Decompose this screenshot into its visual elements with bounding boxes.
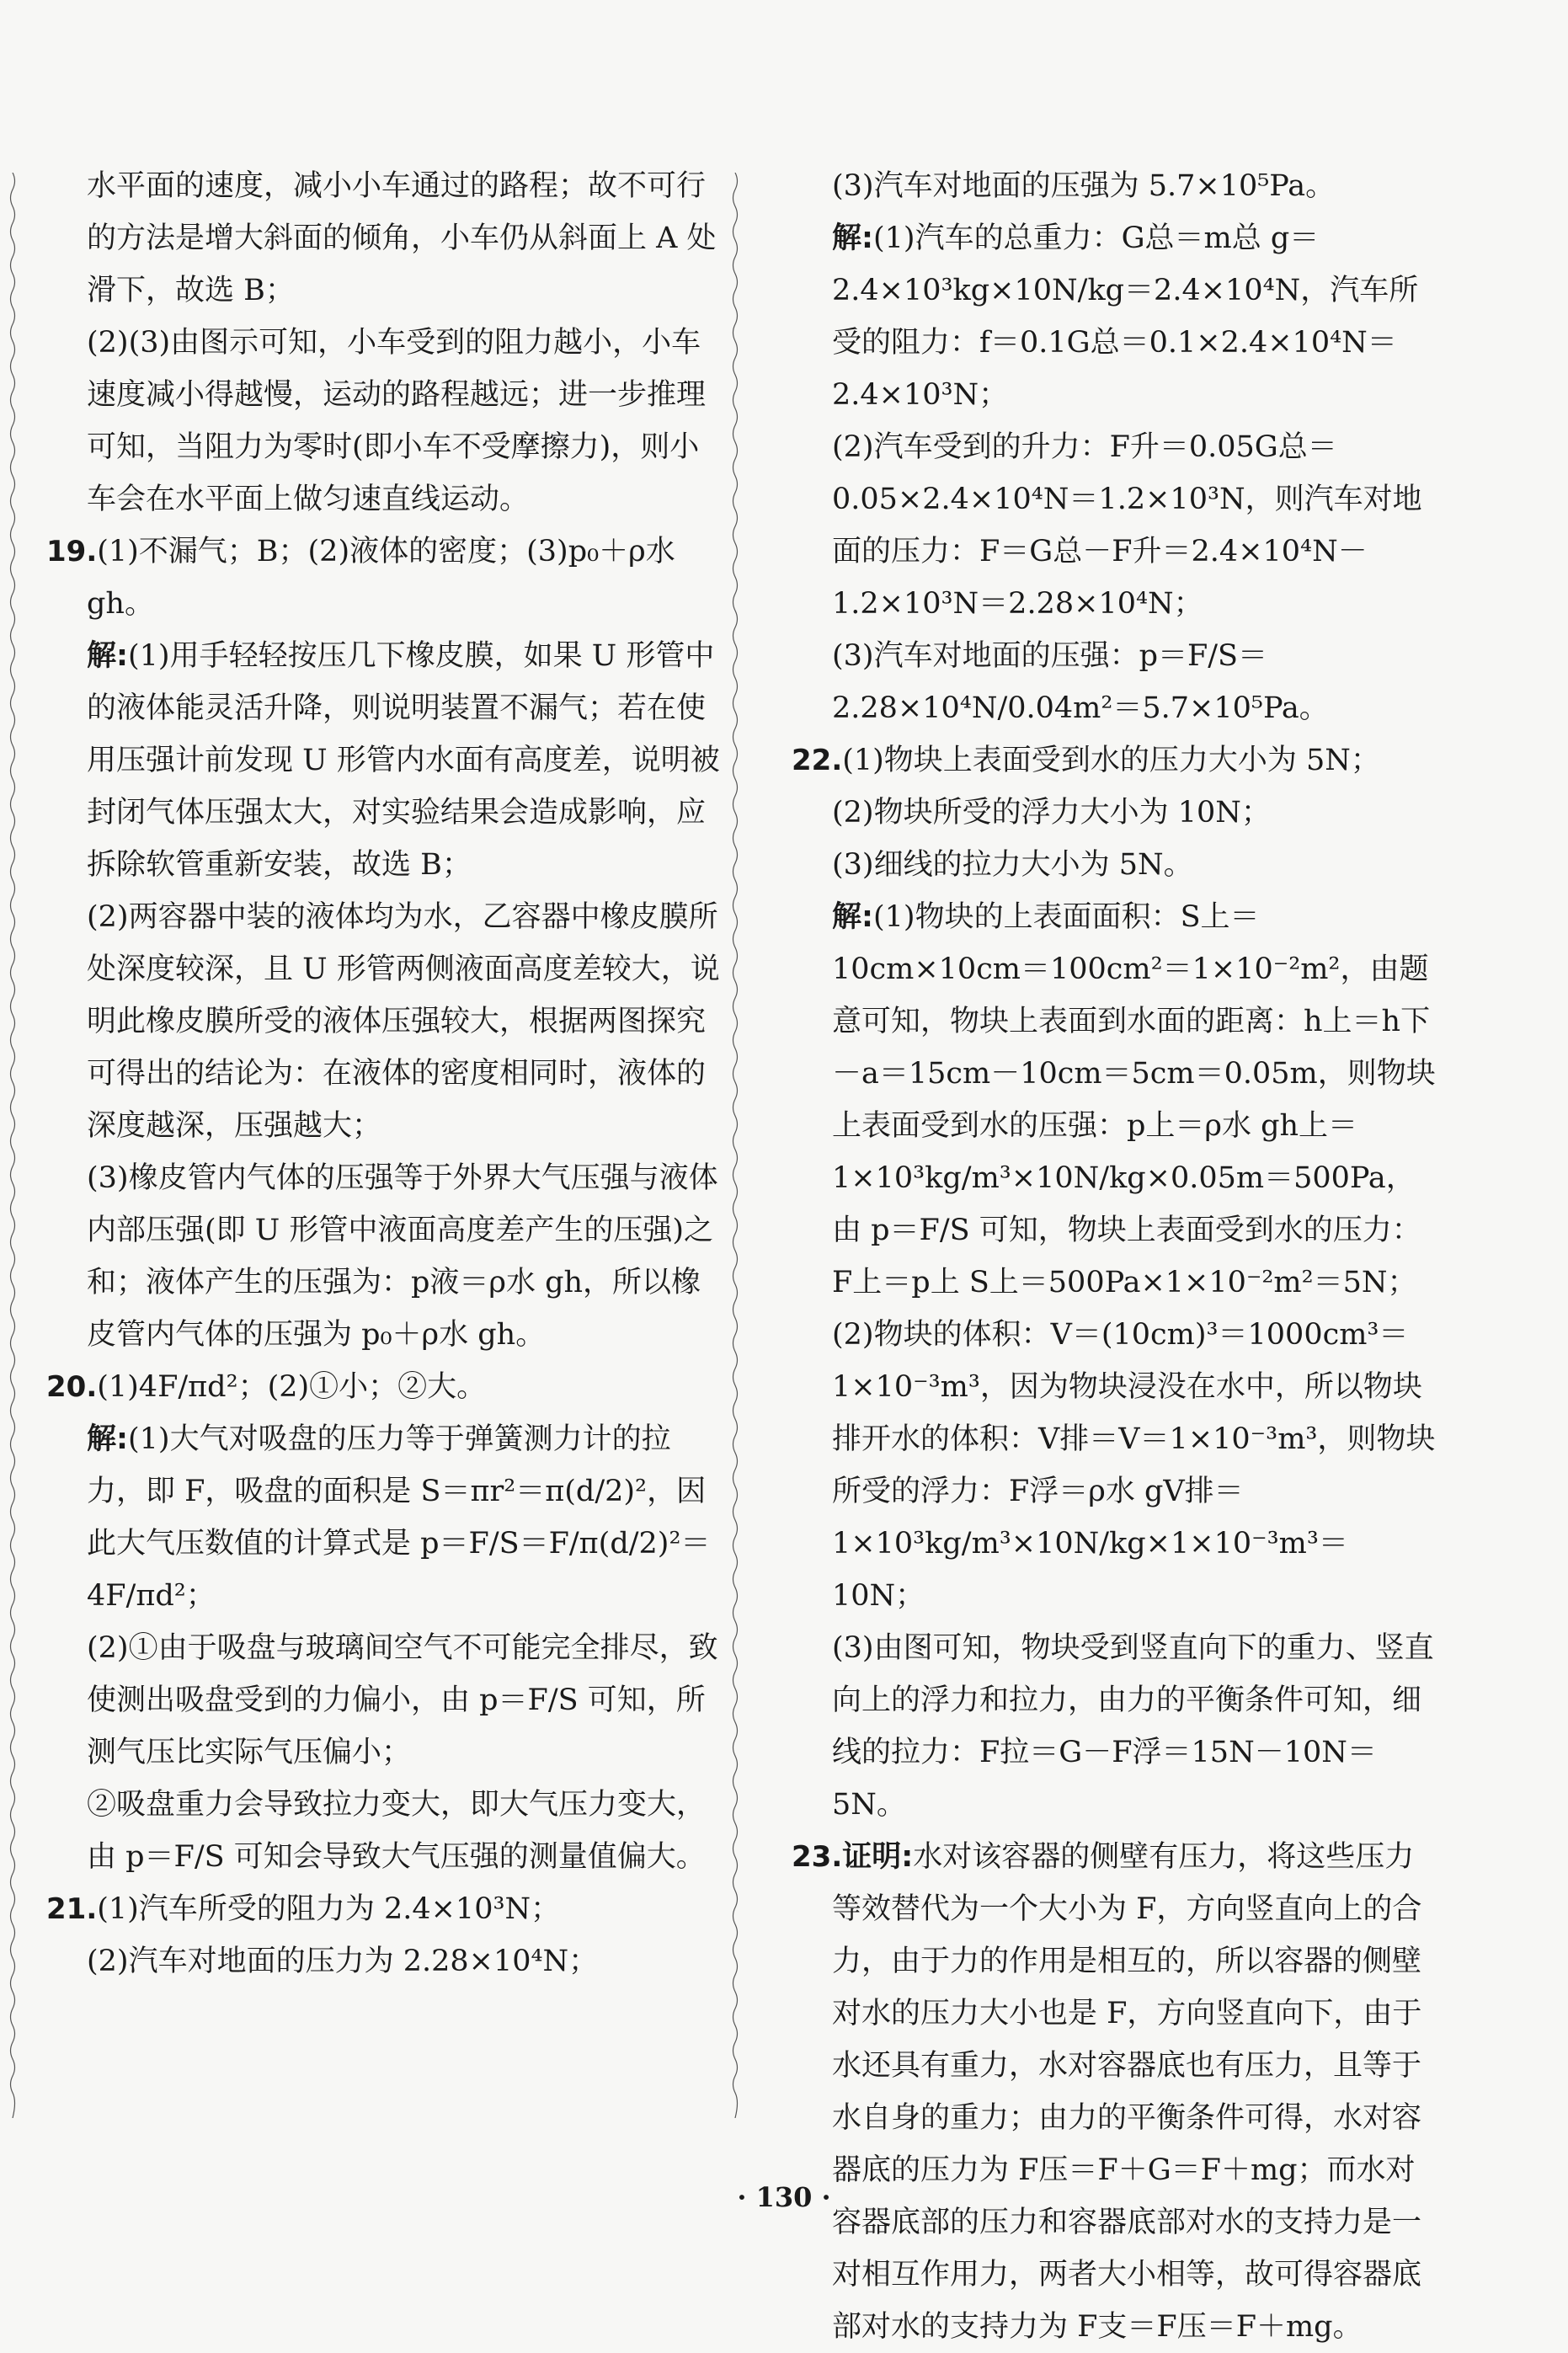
paragraph	[46, 1152, 720, 1361]
solution-label: 解:	[87, 1422, 128, 1456]
paragraph-text: (2)(3)由图示可知，小车受到的阻力越小，小车速度减小得越慢，运动的路程越远；进一步推理可知，当阻力为零时(即小车不受摩擦力)，则小车会在水平面上做匀速直线运动。	[87, 326, 707, 516]
paragraph-text: (1)4F/πd²；(2)①小；②大。	[97, 1370, 487, 1404]
paragraph	[46, 1413, 720, 1622]
question-number: 23.	[792, 1840, 843, 1874]
paragraph-text: ②吸盘重力会导致拉力变大，即大气压力变大，由 p＝F/S 可知会导致大气压强的测量值偏大。	[87, 1788, 707, 1874]
question-number: 22.	[792, 744, 843, 777]
paragraph	[792, 1831, 1440, 2353]
solution-label: 解:	[87, 639, 128, 673]
paragraph	[46, 630, 720, 891]
paragraph-text: (3)汽车对地面的压强为 5.7×10⁵Pa。	[832, 169, 1336, 203]
paragraph	[792, 1622, 1440, 1831]
paragraph-text: (2)汽车对地面的压力为 2.28×10⁴N；	[87, 1945, 599, 1978]
paragraph-text: (1)物块上表面受到水的压力大小为 5N；	[842, 744, 1380, 777]
paragraph	[792, 212, 1440, 421]
right-column	[792, 160, 1440, 2353]
question-number: 20.	[46, 1370, 98, 1404]
paragraph	[792, 160, 1440, 212]
paragraph-text: 水平面的速度，减小小车通过的路程；故不可行的方法是增大斜面的倾角，小车仍从斜面上 A 处滑下，故选 B；	[87, 169, 717, 307]
solution-label: 解:	[832, 900, 873, 934]
paragraph-text: (1)用手轻轻按压几下橡皮膜，如果 U 形管中的液体能灵活升降，则说明装置不漏气；若在使用压强计前发现 U 形管内水面有高度差，说明被封闭气体压强太大，对实验结果会造成影响，应拆除软管重新安装，故选 B；	[87, 639, 720, 882]
paragraph-text: (1)汽车所受的阻力为 2.4×10³N；	[97, 1892, 561, 1926]
paragraph	[792, 839, 1440, 891]
paragraph-text: (3)由图可知，物块受到竖直向下的重力、竖直向上的浮力和拉力，由力的平衡条件可知，细线的拉力：F拉＝G－F浮＝15N－10N＝5N。	[832, 1631, 1434, 1822]
paragraph	[46, 891, 720, 1152]
paragraph-text: (3)细线的拉力大小为 5N。	[832, 848, 1193, 882]
paragraph	[792, 1309, 1440, 1622]
solution-label: 证明:	[842, 1840, 914, 1874]
left-margin-wavy-line	[8, 173, 17, 2118]
paragraph	[46, 1361, 720, 1413]
left-column	[46, 160, 720, 1988]
paragraph-text: (2)两容器中装的液体均为水，乙容器中橡皮膜所处深度较深，且 U 形管两侧液面高度差较大，说明此橡皮膜所受的液体压强较大，根据两图探究可得出的结论为：在液体的密度相同时，液体的深度越深，压强越大；	[87, 900, 720, 1143]
center-divider-wavy-line	[731, 173, 739, 2118]
paragraph	[792, 787, 1440, 839]
paragraph-text: (2)汽车受到的升力：F升＝0.05G总＝0.05×2.4×10⁴N＝1.2×10³N，则汽车对地面的压力：F＝G总－F升＝2.4×10⁴N－1.2×10³N＝2.28×10⁴N；	[832, 430, 1422, 621]
paragraph	[46, 1779, 720, 1883]
paragraph	[46, 1935, 720, 1988]
page-number: · 130 ·	[737, 2181, 831, 2213]
paragraph-text: (2)物块所受的浮力大小为 10N；	[832, 796, 1271, 830]
question-number: 21.	[46, 1892, 98, 1926]
paragraph	[792, 891, 1440, 1309]
paragraph-text: 水对该容器的侧壁有压力，将这些压力等效替代为一个大小为 F，方向竖直向上的合力，由于力的作用是相互的，所以容器的侧壁对水的压力大小也是 F，方向竖直向下，由于水还具有重力，水对容器底也有压力，且等于水自身的重力；由力的平衡条件可得，水对容器底的压力为 F压＝F＋G＝F＋mg；而水对容器底部的压力和容器底部对水的支持力是一对相互作用力，两者大小相等，故可得容器底部对水的支持力为 F支＝F压＝F＋mg。	[832, 1840, 1422, 2344]
paragraph	[46, 1883, 720, 1935]
paragraph-text: (2)物块的体积：V＝(10cm)³＝1000cm³＝1×10⁻³m³，因为物块浸没在水中，所以物块排开水的体积：V排＝V＝1×10⁻³m³，则物块所受的浮力：F浮＝ρ水 gV排＝1×10³kg/m³×10N/kg×1×10⁻³m³＝10N；	[832, 1318, 1436, 1613]
question-number: 19.	[46, 535, 98, 568]
paragraph	[46, 526, 720, 630]
paragraph-text: (3)橡皮管内气体的压强等于外界大气压强与液体内部压强(即 U 形管中液面高度差产生的压强)之和；液体产生的压强为：p液＝ρ水 gh，所以橡皮管内气体的压强为 p₀＋ρ水 gh。	[87, 1161, 718, 1352]
paragraph-text: (1)汽车的总重力：G总＝m总 g＝2.4×10³kg×10N/kg＝2.4×10⁴N，汽车所受的阻力：f＝0.1G总＝0.1×2.4×10⁴N＝2.4×10³N；	[832, 221, 1419, 412]
paragraph	[792, 630, 1440, 734]
paragraph-text: (2)①由于吸盘与玻璃间空气不可能完全排尽，致使测出吸盘受到的力偏小，由 p＝F/S 可知，所测气压比实际气压偏小；	[87, 1631, 718, 1769]
paragraph-text: (1)不漏气；B；(2)液体的密度；(3)p₀＋ρ水 gh。	[87, 535, 675, 621]
paragraph	[46, 317, 720, 526]
paragraph-text: (1)物块的上表面面积：S上＝10cm×10cm＝100cm²＝1×10⁻²m²，由题意可知，物块上表面到水面的距离：h上＝h下－a＝15cm－10cm＝5cm＝0.05m，则物块上表面受到水的压强：p上＝ρ水 gh上＝1×10³kg/m³×10N/kg×0.05m＝500Pa，由 p＝F/S 可知，物块上表面受到水的压力：F上＝p上 S上＝500Pa×1×10⁻²m²＝5N；	[832, 900, 1436, 1299]
paragraph-text: (3)汽车对地面的压强：p＝F/S＝2.28×10⁴N/0.04m²＝5.7×10⁵Pa。	[832, 639, 1329, 725]
paragraph	[792, 734, 1440, 787]
paragraph	[46, 160, 720, 317]
paragraph	[46, 1622, 720, 1779]
paragraph-text: (1)大气对吸盘的压力等于弹簧测力计的拉力，即 F，吸盘的面积是 S＝πr²＝π(d/2)²，因此大气压数值的计算式是 p＝F/S＝F/π(d/2)²＝4F/πd²；	[87, 1422, 711, 1613]
solution-label: 解:	[832, 221, 873, 255]
paragraph	[792, 421, 1440, 630]
